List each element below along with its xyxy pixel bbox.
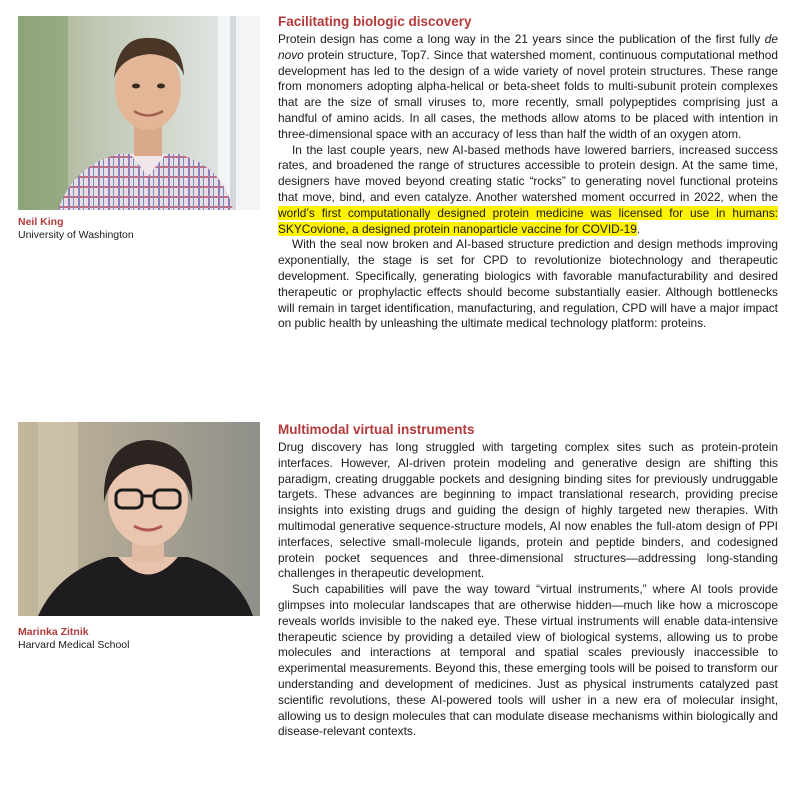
portrait-photo-neil-king bbox=[18, 16, 260, 210]
person-caption bbox=[18, 216, 258, 242]
article-body bbox=[278, 14, 778, 332]
paragraph: With the seal now broken and AI-based structure prediction and design methods improving exponentially, the stage is set for CPD to revolutionize biotechnology and therapeutic development. Specifically, generating biologics with favorable manufacturability and desired therapeutic or prophylactic effects should become substantially easier. Although bottlenecks will remain in target identification, manufacturing, and regulation, CPD will have a major impact on public health by unleashing the ultimate medical technology platform: proteins. bbox=[278, 237, 778, 331]
section-heading: Multimodal virtual instruments bbox=[278, 422, 475, 437]
paragraph: Such capabilities will pave the way toward “virtual instruments,” where AI tools provide glimpses into molecular landscapes that are otherwise hidden—much like how a microscope reveals worlds invisible to the naked eye. These virtual instruments will enable data-intensive therapeutic science by providing a detailed view of biological systems, allowing us to probe molecules and interactions at temporal and spatial scales previously inaccessible to experimental measurements. Beyond this, these emerging tools will be poised to transform our understanding and development of medicines. Just as physical instruments catalyzed past scientific revolutions, these AI-powered tools will usher in a new era of molecular insight, allowing us to design molecules that can modulate disease mechanisms within biologically and disease-relevant contexts. bbox=[278, 582, 778, 739]
highlighted-text: world’s first computationally designed protein medicine was licensed for use in humans: SKYCovione, a designed protein nanoparticle vaccine for COVID-19 bbox=[278, 205, 778, 236]
paragraph-text: protein structure, Top7. Since that watershed moment, continuous computational method development has led to the design of a wide variety of novel protein structures. These range from monomers adopting alpha-helical or beta-sheet folds to multi-subunit protein complexes that are the size of small viruses to, more recently, small polypeptides comprising just a handful of amino acids. In all cases, the methods allow atoms to be placed with intention in three-dimensional space with an accuracy of less than half the width of an oxygen atom. bbox=[278, 47, 778, 141]
italic-term: de novo bbox=[278, 32, 778, 62]
person-name: Marinka Zitnik bbox=[18, 626, 89, 638]
section-heading: Facilitating biologic discovery bbox=[278, 14, 472, 29]
person-affiliation: University of Washington bbox=[18, 229, 134, 241]
paragraph bbox=[278, 143, 778, 238]
paragraph-text: . bbox=[636, 221, 641, 236]
person-name: Neil King bbox=[18, 216, 64, 228]
person-affiliation: Harvard Medical School bbox=[18, 639, 130, 651]
person-caption bbox=[18, 626, 258, 652]
paragraph: Drug discovery has long struggled with targeting complex sites such as protein-protein interfaces. However, AI-driven protein modeling and generative design are shifting this paradigm, creating druggable pockets and designing binding sites for previously undruggable targets. These advances are beginning to impact translational research, providing precise insights into existing drugs and guiding the design of highly targeted new therapies. With multimodal generative sequence-structure models, AI now enables the full-atom design of PPI interfaces, selective small-molecule ligands, protein and peptide binders, and codesigned protein pocket sequences and three-dimensional structures—addressing long-standing challenges in therapeutic development. bbox=[278, 440, 778, 581]
section-multimodal-virtual-instruments bbox=[0, 418, 796, 800]
article-body bbox=[278, 422, 778, 740]
portrait-photo-marinka-zitnik bbox=[18, 422, 260, 616]
paragraph bbox=[278, 32, 778, 143]
paragraph-text: Protein design has come a long way in the 21 years since the publication of the first fully bbox=[278, 32, 765, 46]
paragraph-text: In the last couple years, new AI-based methods have lowered barriers, increased success rates, and broadened the range of structures accessible to protein design. At the same time, designers have moved beyond creating static “rocks” to generating novel functional proteins that move, bind, and even catalyze. Another watershed moment occurred in 2022, when the bbox=[278, 142, 778, 204]
